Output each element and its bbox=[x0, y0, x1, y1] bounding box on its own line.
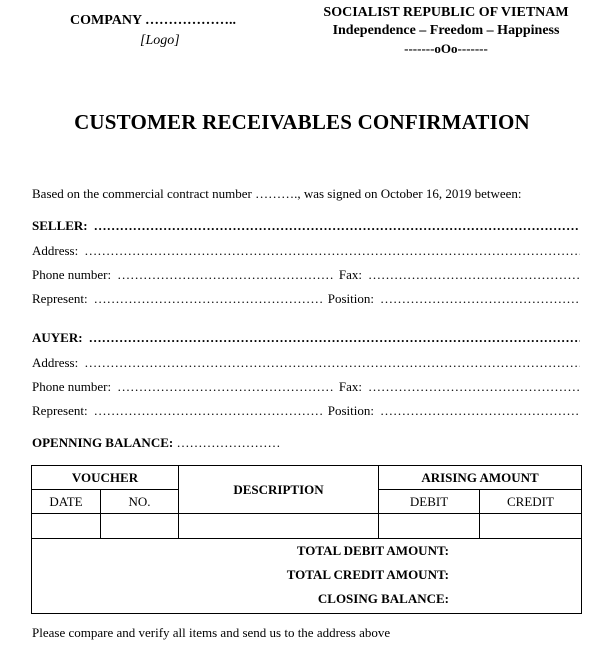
voucher-header: VOUCHER bbox=[32, 466, 179, 490]
totals-block bbox=[32, 539, 582, 614]
buyer-name-blank bbox=[89, 330, 580, 346]
document-title: CUSTOMER RECEIVABLES CONFIRMATION bbox=[74, 110, 530, 134]
debit-header: DEBIT bbox=[379, 490, 480, 514]
no-header: NO. bbox=[101, 490, 179, 514]
logo-placeholder: [Logo] bbox=[140, 33, 180, 48]
seller-represent-label: Represent: bbox=[32, 291, 88, 306]
description-header: DESCRIPTION bbox=[179, 466, 379, 514]
credit-header: CREDIT bbox=[480, 490, 582, 514]
seller-address-label: Address: bbox=[32, 243, 79, 258]
seller-phone-blank bbox=[117, 267, 333, 283]
intro-paragraph: Based on the commercial contract number ………., was signed on October 16, 2019 between: bbox=[32, 186, 522, 201]
company-name: COMPANY ……………….. bbox=[70, 13, 237, 28]
seller-heading: SELLER: bbox=[32, 218, 88, 233]
description-cell bbox=[179, 514, 379, 539]
seller-position-label: Position: bbox=[327, 291, 374, 306]
total-credit-label: TOTAL CREDIT AMOUNT: bbox=[286, 567, 449, 582]
header-separator: -------oOo------- bbox=[404, 41, 488, 56]
seller-position-blank bbox=[380, 291, 580, 307]
opening-balance-value: …………………… bbox=[176, 435, 281, 450]
table-row bbox=[32, 514, 582, 539]
buyer-fax-label: Fax: bbox=[338, 379, 362, 394]
seller-heading-line bbox=[32, 218, 580, 234]
buyer-position-label: Position: bbox=[327, 403, 374, 418]
buyer-phone-blank bbox=[117, 379, 333, 395]
seller-address-blank bbox=[84, 243, 580, 259]
seller-name-blank bbox=[94, 218, 580, 234]
opening-balance-label: OPENNING BALANCE: bbox=[32, 435, 174, 450]
date-header: DATE bbox=[32, 490, 101, 514]
buyer-heading-line bbox=[32, 330, 580, 346]
receivables-table bbox=[31, 465, 582, 614]
buyer-position-blank bbox=[380, 403, 580, 419]
buyer-phone-line bbox=[32, 379, 580, 395]
seller-represent-line bbox=[32, 291, 580, 307]
buyer-phone-label: Phone number: bbox=[32, 379, 112, 394]
seller-fax-label: Fax: bbox=[338, 267, 362, 282]
footer-note: Please compare and verify all items and send us to the address above bbox=[32, 625, 391, 640]
republic-heading: SOCIALIST REPUBLIC OF VIETNAM bbox=[323, 5, 569, 20]
total-debit-label: TOTAL DEBIT AMOUNT: bbox=[296, 543, 449, 558]
seller-address-line bbox=[32, 243, 580, 259]
seller-represent-blank bbox=[94, 291, 322, 307]
opening-balance-line bbox=[32, 435, 280, 451]
debit-cell bbox=[379, 514, 480, 539]
buyer-represent-blank bbox=[94, 403, 322, 419]
buyer-represent-label: Represent: bbox=[32, 403, 88, 418]
buyer-address-line bbox=[32, 355, 580, 371]
no-cell bbox=[101, 514, 179, 539]
seller-phone-line bbox=[32, 267, 580, 283]
closing-balance-label: CLOSING BALANCE: bbox=[317, 591, 449, 606]
arising-amount-header: ARISING AMOUNT bbox=[379, 466, 582, 490]
buyer-heading: AUYER: bbox=[32, 330, 83, 345]
credit-cell bbox=[480, 514, 582, 539]
buyer-address-label: Address: bbox=[32, 355, 79, 370]
buyer-address-blank bbox=[84, 355, 580, 371]
buyer-represent-line bbox=[32, 403, 580, 419]
seller-phone-label: Phone number: bbox=[32, 267, 112, 282]
buyer-fax-blank bbox=[368, 379, 580, 395]
seller-fax-blank bbox=[368, 267, 580, 283]
date-cell bbox=[32, 514, 101, 539]
national-motto: Independence – Freedom – Happiness bbox=[332, 23, 560, 38]
